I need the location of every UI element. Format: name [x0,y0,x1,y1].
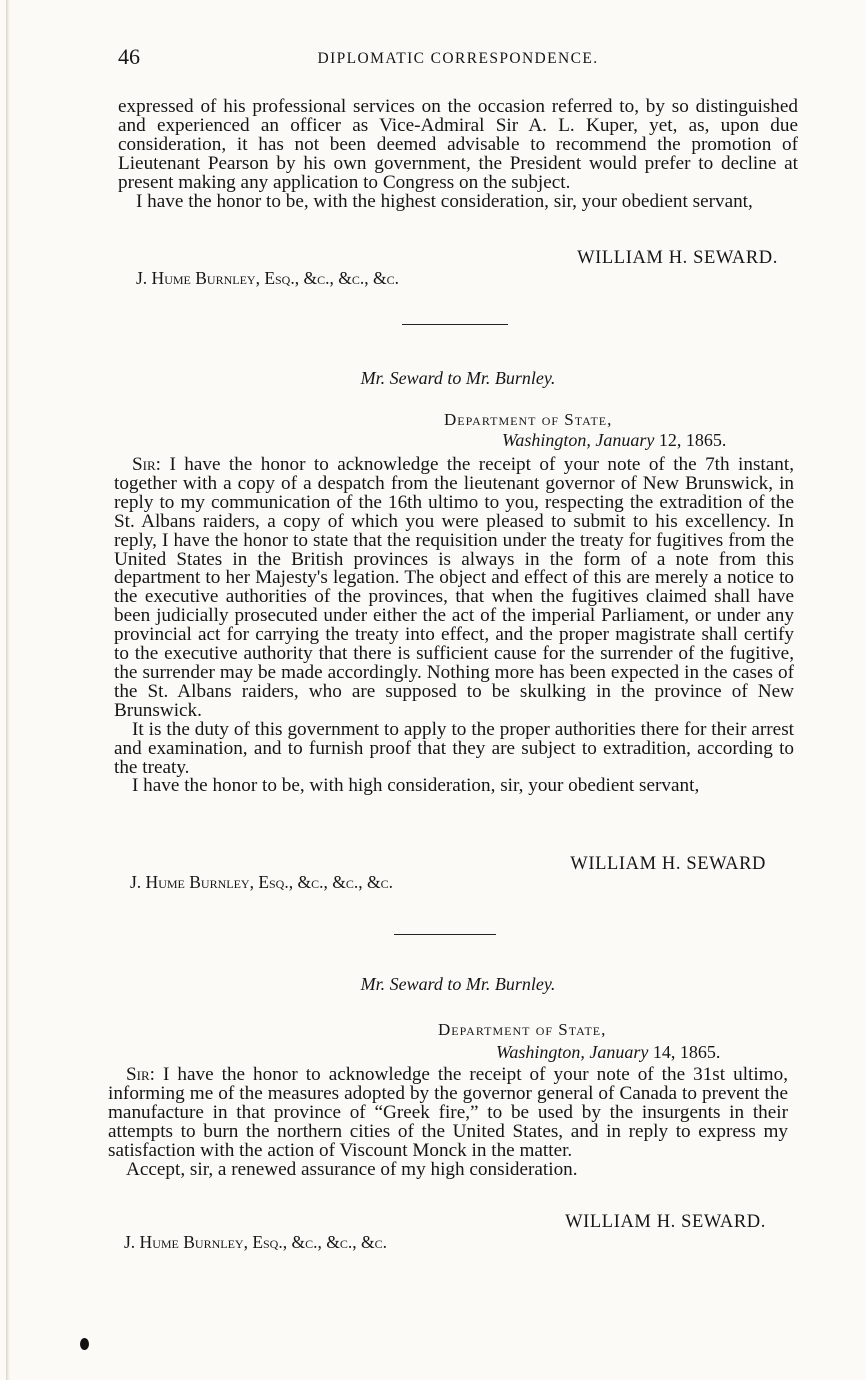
letter2-signature: WILLIAM H. SEWARD [570,854,766,874]
letter2-body [114,456,794,721]
letter2-body-block [114,456,794,796]
letter2-addressee: J. Hume Burnley, Esq., &c., &c., &c. [130,872,393,892]
letter1-signature: WILLIAM H. SEWARD. [577,248,778,268]
section-divider [402,324,508,325]
letter1-addressee: J. Hume Burnley, Esq., &c., &c., &c. [136,268,399,288]
letter2-dateline [502,430,726,451]
page-header [118,44,798,72]
running-title: DIPLOMATIC CORRESPONDENCE. [317,50,599,67]
letter1-continuation [118,98,798,211]
letter2-place: Washington, January [502,430,655,450]
letter1-text: expressed of his professional services on the occasion referred to, by so distinguished and experienced an officer as Vice-Admiral Sir A. L. Kuper, yet, as, upon due consideration, it has not been deemed advisable to recommend the promotion of Lieutenant Pearson by his own government, the President would prefer to decline at present making any application to Congress on the subject. [118,96,798,193]
page-number: 46 [118,44,140,69]
ink-spot [80,1338,89,1350]
letter2-date: 12, 1865. [658,430,727,450]
letter2-title: Mr. Seward to Mr. Burnley. [360,368,556,388]
letter2-salutation: Sir: [132,454,162,475]
letter3-place: Washington, January [496,1042,649,1062]
letter3-addressee: J. Hume Burnley, Esq., &c., &c., &c. [124,1232,387,1252]
letter3-salutation: Sir: [126,1064,156,1085]
page-edge-shadow [6,0,10,1380]
letter3-title: Mr. Seward to Mr. Burnley. [360,974,556,994]
letter3-signature: WILLIAM H. SEWARD. [565,1212,766,1232]
letter2-body-text: I have the honor to acknowledge the receipt of your note of the 7th instant, together with a copy of a despatch from the lieutenant governor of New Brunswick, in reply to my communication of the 16th ultimo to you, respecting the extradition of the St. Albans raiders, a copy of which you were pleased to submit to his excellency. In reply, I have the honor to state that the requisition under the treaty for fugitives from the United States in the British provinces is always in the form of a note from this department to her Majesty's legation. The object and effect of this are merely a notice to the executive authorities of the provinces, that when the fugitives claimed shall have been judicially prosecuted under either the act of the imperial Parliament, or under any provincial act for carrying the treaty into effect, and the proper magistrate shall certify to the executive authority that there is sufficient cause for the surrender of the fugitive, the surrender may be made accordingly. Nothing more has been expected in the cases of the St. Albans raiders, who are supposed to be skulking in the province of New Brunswick. [114,454,794,721]
letter3-body [108,1066,788,1161]
letter1-closing: I have the honor to be, with the highest consideration, sir, your obedient servant, [136,190,753,212]
letter3-date: 14, 1865. [652,1042,721,1062]
letter3-body-block [108,1066,788,1179]
letter3-dateline [496,1042,720,1063]
letter2-paragraph2: It is the duty of this government to apply to the proper authorities there for their arrest and examination, and to furnish proof that they are subject to extradition, according to the treaty. [114,718,794,778]
letter2-closing: I have the honor to be, with high consideration, sir, your obedient servant, [132,775,700,797]
letter3-department: Department of State, [438,1020,607,1039]
letter2-department: Department of State, [444,410,613,429]
letter3-body-text: I have the honor to acknowledge the receipt of your note of the 31st ultimo, informing me of the measures adopted by the governor general of Canada to prevent the manufacture in that province of “Greek fire,” to be used by the insurgents in their attempts to burn the northern cities of the United States, and in reply to express my satisfaction with the action of Viscount Monck in the matter. [108,1064,788,1161]
letter3-closing: Accept, sir, a renewed assurance of my high consideration. [126,1158,578,1180]
section-divider-2 [394,934,496,935]
